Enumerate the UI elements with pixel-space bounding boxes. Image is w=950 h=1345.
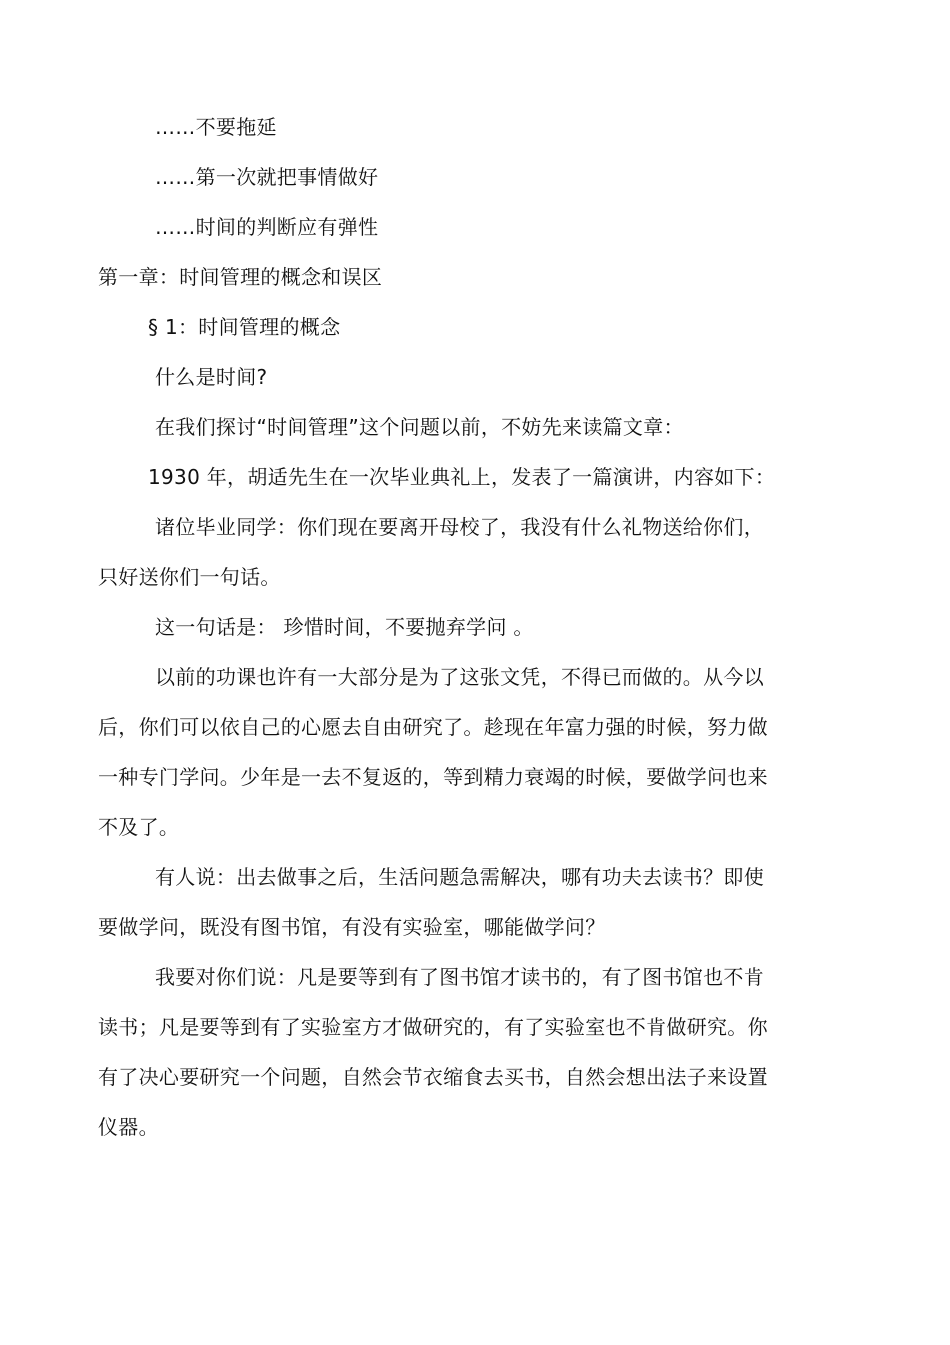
paragraph-line: 有人说：出去做事之后，生活问题急需解决，哪有功夫去读书？即使 xyxy=(155,865,764,889)
paragraph-line: 有了决心要研究一个问题，自然会节衣缩食去买书，自然会想出法子来设置 xyxy=(98,1065,768,1089)
paragraph-line: 要做学问，既没有图书馆，有没有实验室，哪能做学问？ xyxy=(98,915,606,939)
chapter-heading: 第一章：时间管理的概念和误区 xyxy=(98,265,383,289)
paragraph-line: 读书；凡是要等到有了实验室方才做研究的，有了实验室也不肯做研究。你 xyxy=(98,1015,768,1039)
intro-paragraph: 在我们探讨“时间管理”这个问题以前，不妨先来读篇文章： xyxy=(155,415,684,439)
quote-paragraph: 这一句话是： 珍惜时间，不要抛弃学问 。 xyxy=(155,615,534,639)
paragraph-line: 仪器。 xyxy=(98,1115,159,1139)
bullet-line: ……第一次就把事情做好 xyxy=(155,165,379,189)
paragraph-line: 不及了。 xyxy=(98,815,180,839)
section-heading: § 1：时间管理的概念 xyxy=(148,315,341,339)
paragraph-line: 诸位毕业同学：你们现在要离开母校了，我没有什么礼物送给你们， xyxy=(155,515,764,539)
paragraph-line: 以前的功课也许有一大部分是为了这张文凭，不得已而做的。从今以 xyxy=(155,665,764,689)
bullet-line: ……时间的判断应有弹性 xyxy=(155,215,379,239)
paragraph-line: 我要对你们说：凡是要等到有了图书馆才读书的，有了图书馆也不肯 xyxy=(155,965,764,989)
bullet-line: ……不要拖延 xyxy=(155,115,277,139)
paragraph-line: 只好送你们一句话。 xyxy=(98,565,281,589)
paragraph-line: 一种专门学问。少年是一去不复返的，等到精力衰竭的时候，要做学问也来 xyxy=(98,765,768,789)
speech-context-paragraph: 1930 年，胡适先生在一次毕业典礼上，发表了一篇演讲，内容如下： xyxy=(148,465,776,489)
question-line: 什么是时间? xyxy=(155,365,268,389)
paragraph-line: 后，你们可以依自己的心愿去自由研究了。趁现在年富力强的时候，努力做 xyxy=(98,715,768,739)
